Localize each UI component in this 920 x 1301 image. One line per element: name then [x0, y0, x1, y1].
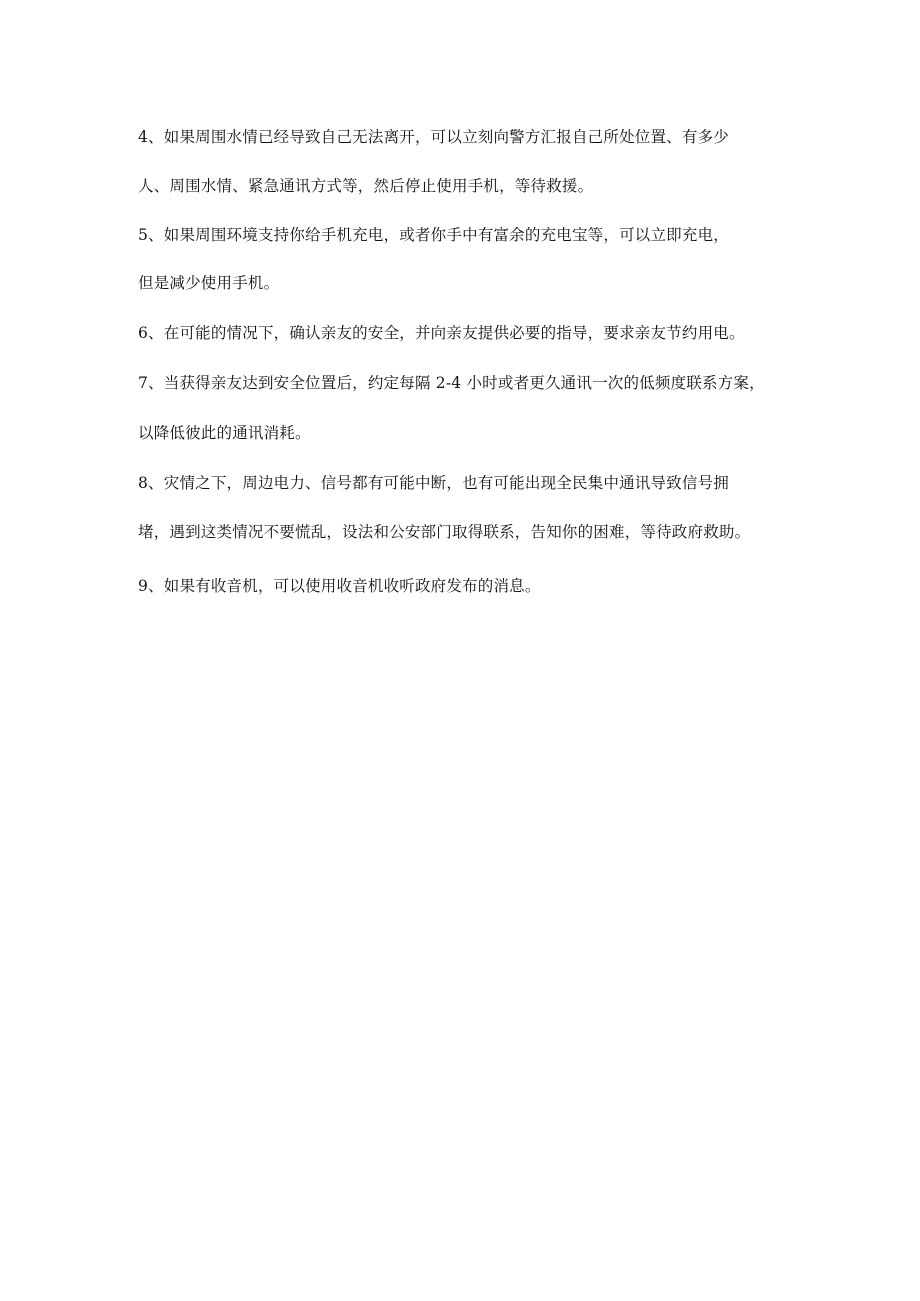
text-line-item-7-part-2: 以降低彼此的通讯消耗。	[138, 424, 311, 442]
text-line-item-5-part-1: 5、如果周围环境支持你给手机充电，或者你手中有富余的充电宝等，可以立即充电，	[138, 226, 729, 244]
text-line-item-8-part-1: 8、灾情之下，周边电力、信号都有可能中断，也有可能出现全民集中通讯导致信号拥	[138, 474, 729, 492]
text-line-item-9: 9、如果有收音机，可以使用收音机收听政府发布的消息。	[138, 577, 541, 595]
text-line-item-4-part-1: 4、如果周围水情已经导致自己无法离开，可以立刻向警方汇报自己所处位置、有多少	[138, 128, 729, 146]
text-line-item-5-part-2: 但是减少使用手机。	[138, 274, 280, 292]
text-line-item-7-part-1: 7、当获得亲友达到安全位置后，约定每隔 2-4 小时或者更久通讯一次的低频度联系方案，	[138, 374, 765, 392]
text-line-item-4-part-2: 人、周围水情、紧急通讯方式等，然后停止使用手机，等待救援。	[138, 177, 594, 195]
text-line-item-8-part-2: 堵，遇到这类情况不要慌乱，设法和公安部门取得联系，告知你的困难，等待政府救助。	[138, 523, 751, 541]
text-line-item-6: 6、在可能的情况下，确认亲友的安全，并向亲友提供必要的指导，要求亲友节约用电。	[138, 324, 745, 342]
